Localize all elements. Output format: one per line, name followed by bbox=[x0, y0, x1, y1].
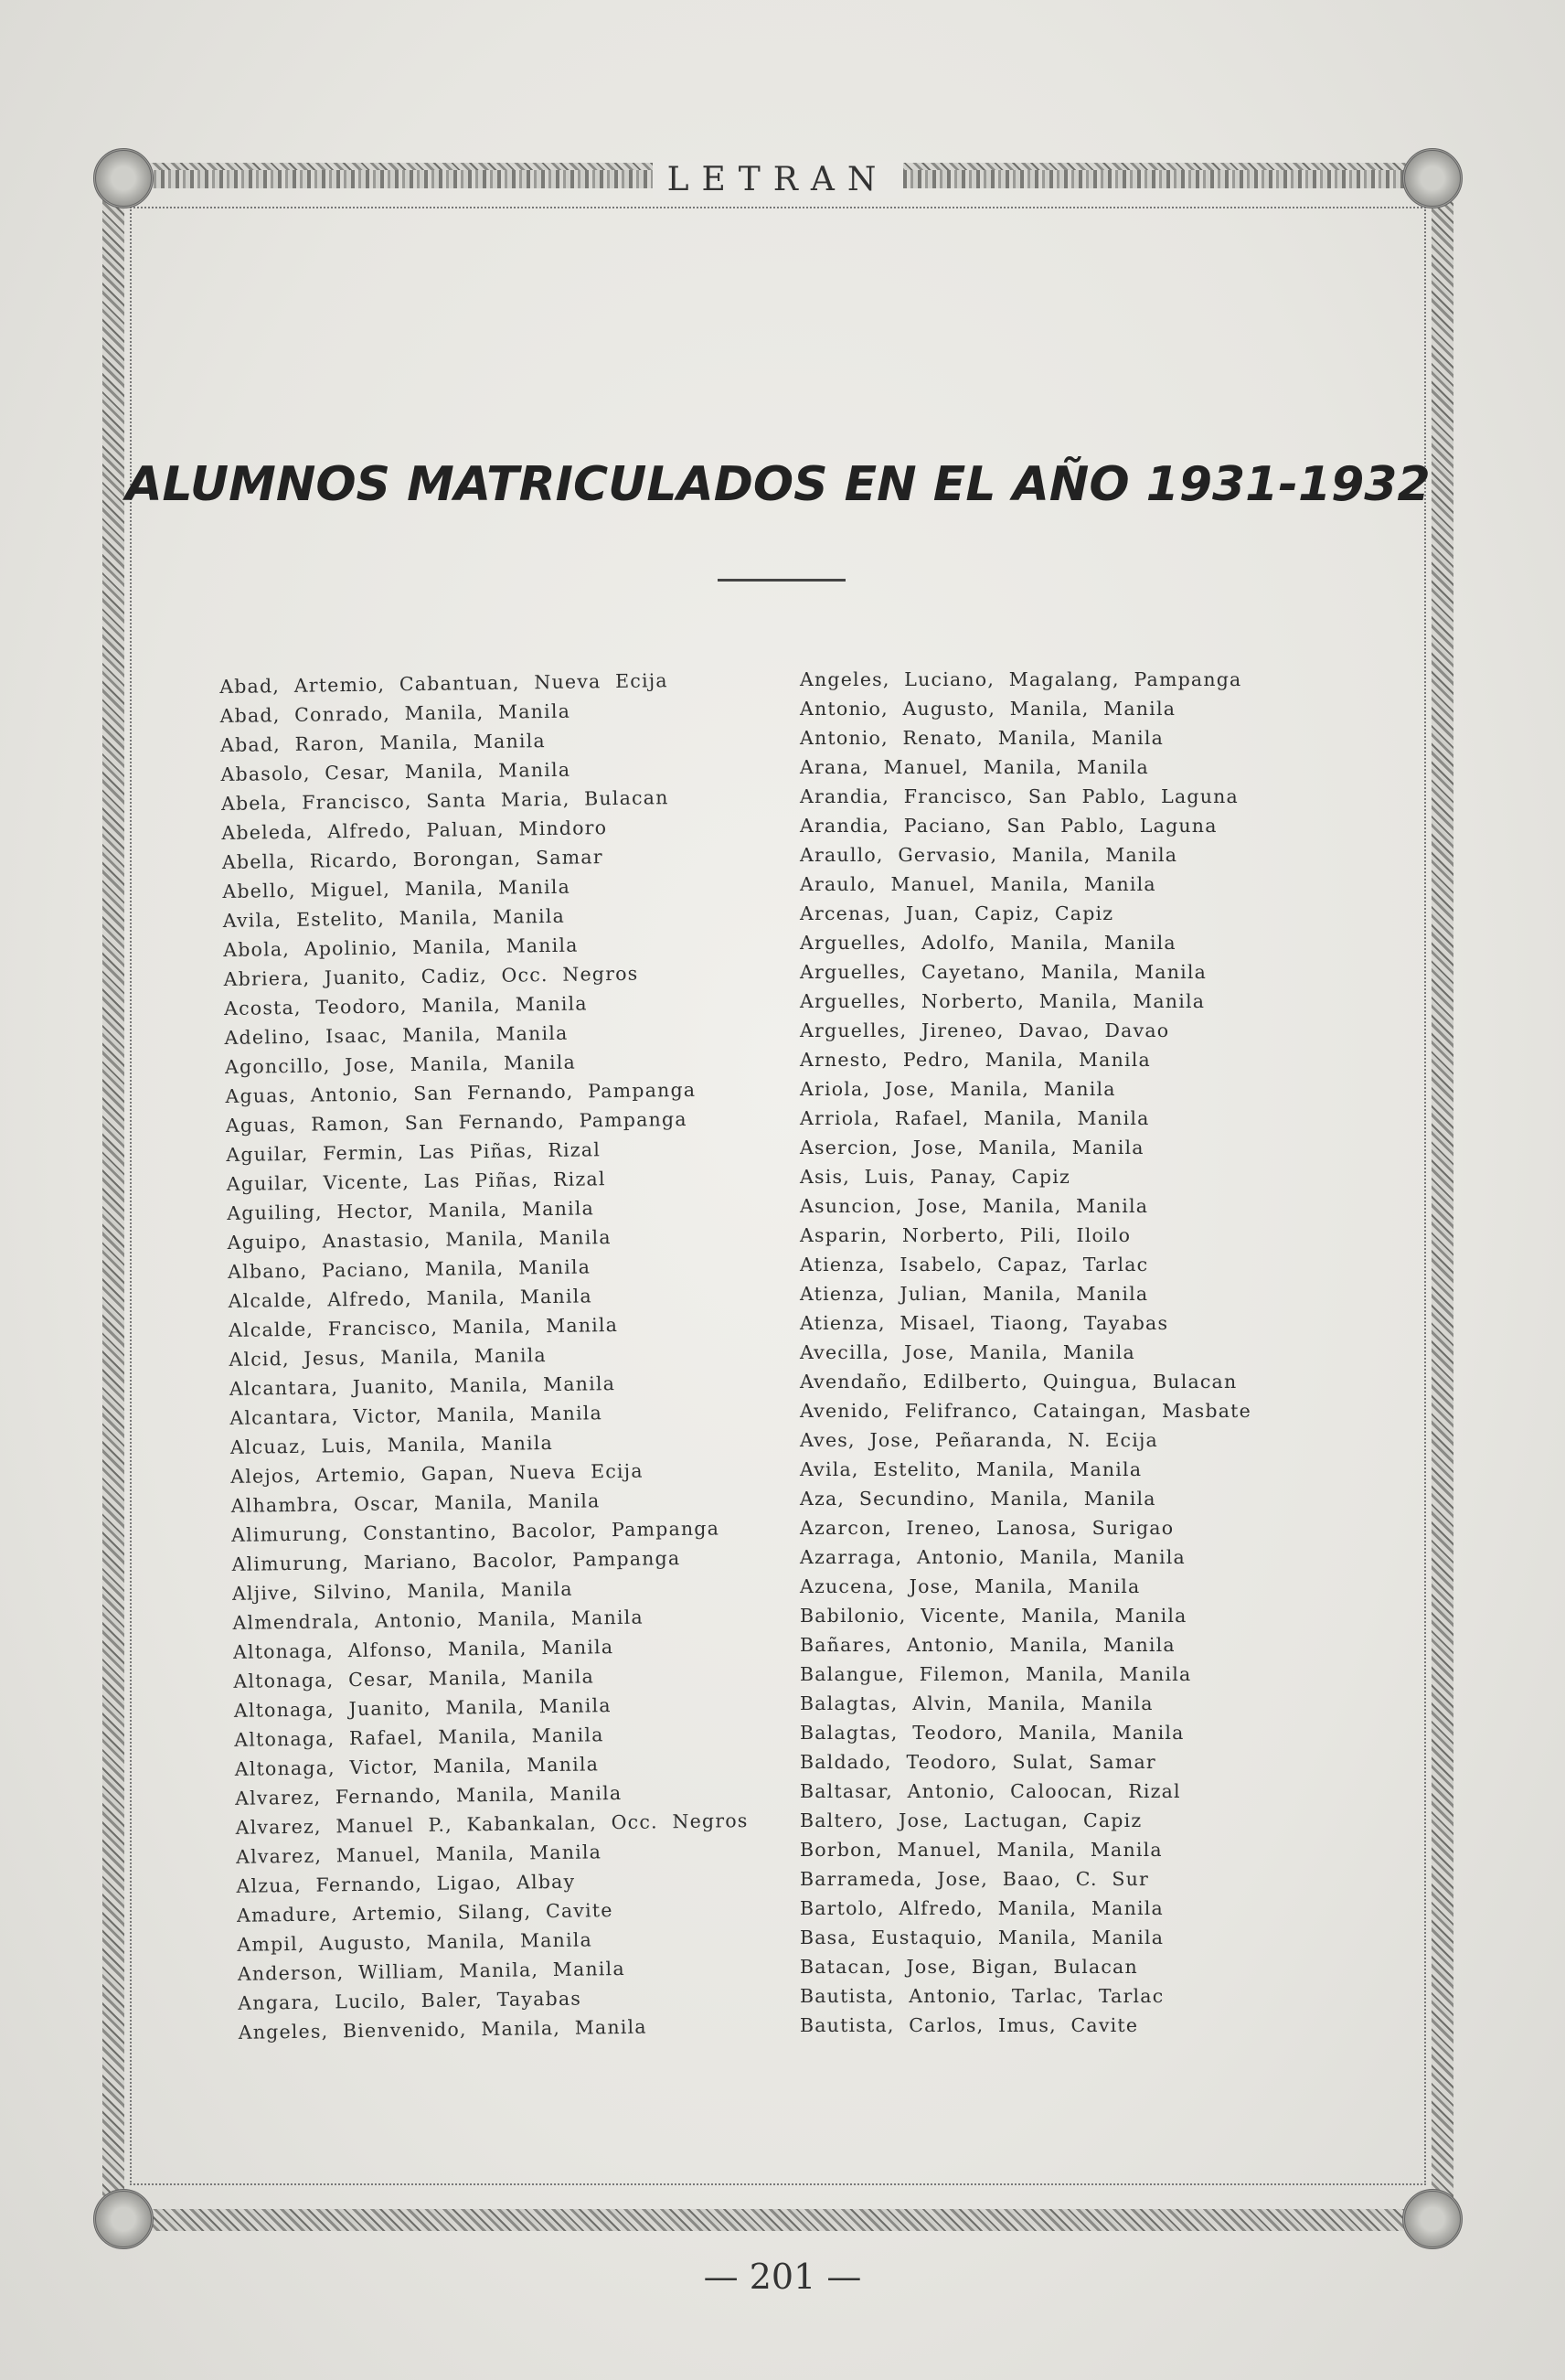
student-entry: Arnesto, Pedro, Manila, Manila bbox=[800, 1049, 1151, 1071]
student-entry: Alejos, Artemio, Gapan, Nueva Ecija bbox=[230, 1459, 644, 1488]
student-entry: Barrameda, Jose, Baao, C. Sur bbox=[800, 1868, 1150, 1890]
student-entry: Balagtas, Teodoro, Manila, Manila bbox=[800, 1722, 1185, 1744]
student-entry: Basa, Eustaquio, Manila, Manila bbox=[800, 1926, 1165, 1948]
student-entry: Angara, Lucilo, Baler, Tayabas bbox=[238, 1987, 582, 2014]
student-entry: Arandia, Paciano, San Pablo, Laguna bbox=[800, 815, 1218, 837]
student-entry: Ariola, Jose, Manila, Manila bbox=[800, 1078, 1116, 1100]
student-entry: Alcalde, Alfredo, Manila, Manila bbox=[228, 1285, 592, 1312]
student-entry: Arguelles, Cayetano, Manila, Manila bbox=[800, 961, 1208, 983]
student-entry: Amadure, Artemio, Silang, Cavite bbox=[236, 1899, 613, 1926]
student-entry: Aguas, Antonio, San Fernando, Pampanga bbox=[225, 1078, 697, 1107]
student-entry: Araullo, Gervasio, Manila, Manila bbox=[800, 844, 1178, 866]
student-entry: Asercion, Jose, Manila, Manila bbox=[800, 1137, 1144, 1158]
student-entry: Abad, Artemio, Cabantuan, Nueva Ecija bbox=[219, 669, 668, 698]
student-entry: Abriera, Juanito, Cadiz, Occ. Negros bbox=[223, 962, 639, 990]
student-entry: Abola, Apolinio, Manila, Manila bbox=[223, 934, 579, 961]
student-entry: Borbon, Manuel, Manila, Manila bbox=[800, 1839, 1163, 1861]
student-list-left bbox=[219, 664, 824, 2047]
student-entry: Baldado, Teodoro, Sulat, Samar bbox=[800, 1751, 1156, 1773]
student-entry: Altonaga, Cesar, Manila, Manila bbox=[233, 1665, 595, 1692]
title-divider bbox=[718, 579, 846, 582]
student-entry: Angeles, Bienvenido, Manila, Manila bbox=[238, 2015, 647, 2044]
student-entry: Avecilla, Jose, Manila, Manila bbox=[800, 1341, 1135, 1363]
student-entry: Azarraga, Antonio, Manila, Manila bbox=[800, 1546, 1186, 1568]
student-entry: Arriola, Rafael, Manila, Manila bbox=[800, 1107, 1150, 1129]
corner-ornament-icon bbox=[1402, 2189, 1463, 2249]
student-entry: Alcalde, Francisco, Manila, Manila bbox=[228, 1313, 619, 1341]
student-entry: Antonio, Renato, Manila, Manila bbox=[800, 727, 1165, 749]
corner-ornament-icon bbox=[1402, 148, 1463, 208]
student-entry: Arguelles, Norberto, Manila, Manila bbox=[800, 990, 1206, 1012]
student-entry: Abad, Conrado, Manila, Manila bbox=[219, 699, 571, 727]
student-entry: Babilonio, Vicente, Manila, Manila bbox=[800, 1605, 1187, 1627]
student-entry: Bautista, Antonio, Tarlac, Tarlac bbox=[800, 1985, 1165, 2007]
student-entry: Alzua, Fernando, Ligao, Albay bbox=[236, 1870, 576, 1897]
student-entry: Alcantara, Juanito, Manila, Manila bbox=[229, 1372, 616, 1400]
student-entry: Alvarez, Manuel P., Kabankalan, Occ. Negros bbox=[235, 1809, 749, 1839]
student-entry: Abela, Francisco, Santa Maria, Bulacan bbox=[220, 786, 669, 815]
student-entry: Altonaga, Alfonso, Manila, Manila bbox=[232, 1636, 614, 1663]
student-entry: Abad, Raron, Manila, Manila bbox=[219, 730, 546, 756]
student-entry: Adelino, Isaac, Manila, Manila bbox=[224, 1021, 569, 1049]
student-entry: Aza, Secundino, Manila, Manila bbox=[800, 1488, 1156, 1510]
student-entry: Aguas, Ramon, San Fernando, Pampanga bbox=[225, 1107, 687, 1137]
running-header bbox=[102, 160, 1453, 198]
page-title: ALUMNOS MATRICULADOS EN EL AÑO 1931-1932 bbox=[125, 457, 1431, 512]
student-entry: Altonaga, Rafael, Manila, Manila bbox=[234, 1724, 604, 1751]
student-entry: Arguelles, Jireneo, Davao, Davao bbox=[800, 1019, 1170, 1041]
student-entry: Albano, Paciano, Manila, Manila bbox=[227, 1255, 591, 1283]
student-entry: Asparin, Norberto, Pili, Iloilo bbox=[800, 1224, 1132, 1246]
student-entry: Alcid, Jesus, Manila, Manila bbox=[229, 1344, 547, 1371]
student-entry: Alimurung, Mariano, Bacolor, Pampanga bbox=[231, 1547, 681, 1575]
running-title: LETRAN bbox=[653, 161, 904, 198]
student-entry: Avendaño, Edilberto, Quingua, Bulacan bbox=[800, 1371, 1238, 1393]
student-entry: Alcantara, Victor, Manila, Manila bbox=[229, 1402, 603, 1429]
student-entry: Abeleda, Alfredo, Paluan, Mindoro bbox=[221, 816, 608, 844]
student-entry: Almendrala, Antonio, Manila, Manila bbox=[232, 1606, 644, 1634]
student-entry: Azarcon, Ireneo, Lanosa, Surigao bbox=[800, 1517, 1175, 1539]
student-entry: Alhambra, Oscar, Manila, Manila bbox=[230, 1489, 601, 1517]
student-entry: Aguilar, Vicente, Las Piñas, Rizal bbox=[226, 1168, 606, 1195]
student-entry: Atienza, Julian, Manila, Manila bbox=[800, 1283, 1149, 1305]
student-entry: Agoncillo, Jose, Manila, Manila bbox=[224, 1051, 577, 1078]
student-entry: Altonaga, Juanito, Manila, Manila bbox=[233, 1694, 612, 1722]
student-entry: Angeles, Luciano, Magalang, Pampanga bbox=[800, 668, 1242, 690]
student-entry: Arana, Manuel, Manila, Manila bbox=[800, 756, 1149, 778]
student-entry: Bautista, Carlos, Imus, Cavite bbox=[800, 2014, 1139, 2036]
student-entry: Abasolo, Cesar, Manila, Manila bbox=[220, 758, 571, 785]
student-list-right bbox=[800, 665, 1312, 2040]
student-entry: Alvarez, Manuel, Manila, Manila bbox=[235, 1841, 602, 1868]
student-entry: Alvarez, Fernando, Manila, Manila bbox=[235, 1781, 623, 1809]
student-entry: Aves, Jose, Peñaranda, N. Ecija bbox=[800, 1429, 1158, 1451]
student-entry: Altonaga, Victor, Manila, Manila bbox=[234, 1753, 600, 1780]
student-entry: Baltero, Jose, Lactugan, Capiz bbox=[800, 1809, 1143, 1831]
student-entry: Atienza, Isabelo, Capaz, Tarlac bbox=[800, 1254, 1149, 1275]
student-entry: Aguipo, Anastasio, Manila, Manila bbox=[227, 1226, 612, 1254]
student-entry: Araulo, Manuel, Manila, Manila bbox=[800, 873, 1156, 895]
student-entry: Avila, Estelito, Manila, Manila bbox=[222, 904, 566, 932]
student-entry: Balagtas, Alvin, Manila, Manila bbox=[800, 1692, 1154, 1714]
header-ornament-left bbox=[102, 170, 653, 188]
student-entry: Arguelles, Adolfo, Manila, Manila bbox=[800, 932, 1176, 954]
student-entry: Aguilar, Fermin, Las Piñas, Rizal bbox=[226, 1138, 602, 1166]
student-entry: Aguiling, Hector, Manila, Manila bbox=[227, 1197, 595, 1224]
student-entry: Abello, Miguel, Manila, Manila bbox=[222, 875, 571, 902]
student-entry: Arcenas, Juan, Capiz, Capiz bbox=[800, 902, 1114, 924]
corner-ornament-icon bbox=[93, 148, 154, 208]
student-entry: Azucena, Jose, Manila, Manila bbox=[800, 1575, 1141, 1597]
student-entry: Abella, Ricardo, Borongan, Samar bbox=[221, 846, 603, 873]
student-entry: Baltasar, Antonio, Caloocan, Rizal bbox=[800, 1780, 1181, 1802]
corner-ornament-icon bbox=[93, 2189, 154, 2249]
student-entry: Atienza, Misael, Tiaong, Tayabas bbox=[800, 1312, 1169, 1334]
student-entry: Alimurung, Constantino, Bacolor, Pampanga bbox=[231, 1517, 720, 1546]
student-entry: Acosta, Teodoro, Manila, Manila bbox=[223, 992, 588, 1019]
page-number: — 201 — bbox=[703, 2257, 862, 2297]
student-entry: Asuncion, Jose, Manila, Manila bbox=[800, 1195, 1149, 1217]
student-entry: Asis, Luis, Panay, Capiz bbox=[800, 1166, 1070, 1188]
header-ornament-right bbox=[903, 170, 1453, 188]
student-entry: Alcuaz, Luis, Manila, Manila bbox=[229, 1431, 554, 1458]
student-entry: Arandia, Francisco, San Pablo, Laguna bbox=[800, 785, 1239, 807]
student-entry: Bañares, Antonio, Manila, Manila bbox=[800, 1634, 1176, 1656]
student-entry: Aljive, Silvino, Manila, Manila bbox=[231, 1577, 573, 1605]
student-entry: Ampil, Augusto, Manila, Manila bbox=[237, 1928, 593, 1956]
student-entry: Avila, Estelito, Manila, Manila bbox=[800, 1458, 1143, 1480]
student-entry: Batacan, Jose, Bigan, Bulacan bbox=[800, 1956, 1138, 1978]
student-entry: Antonio, Augusto, Manila, Manila bbox=[800, 698, 1176, 720]
student-entry: Bartolo, Alfredo, Manila, Manila bbox=[800, 1897, 1164, 1919]
student-entry: Balangue, Filemon, Manila, Manila bbox=[800, 1663, 1192, 1685]
student-entry: Anderson, William, Manila, Manila bbox=[237, 1957, 625, 1985]
student-entry: Avenido, Felifranco, Cataingan, Masbate bbox=[800, 1400, 1251, 1422]
